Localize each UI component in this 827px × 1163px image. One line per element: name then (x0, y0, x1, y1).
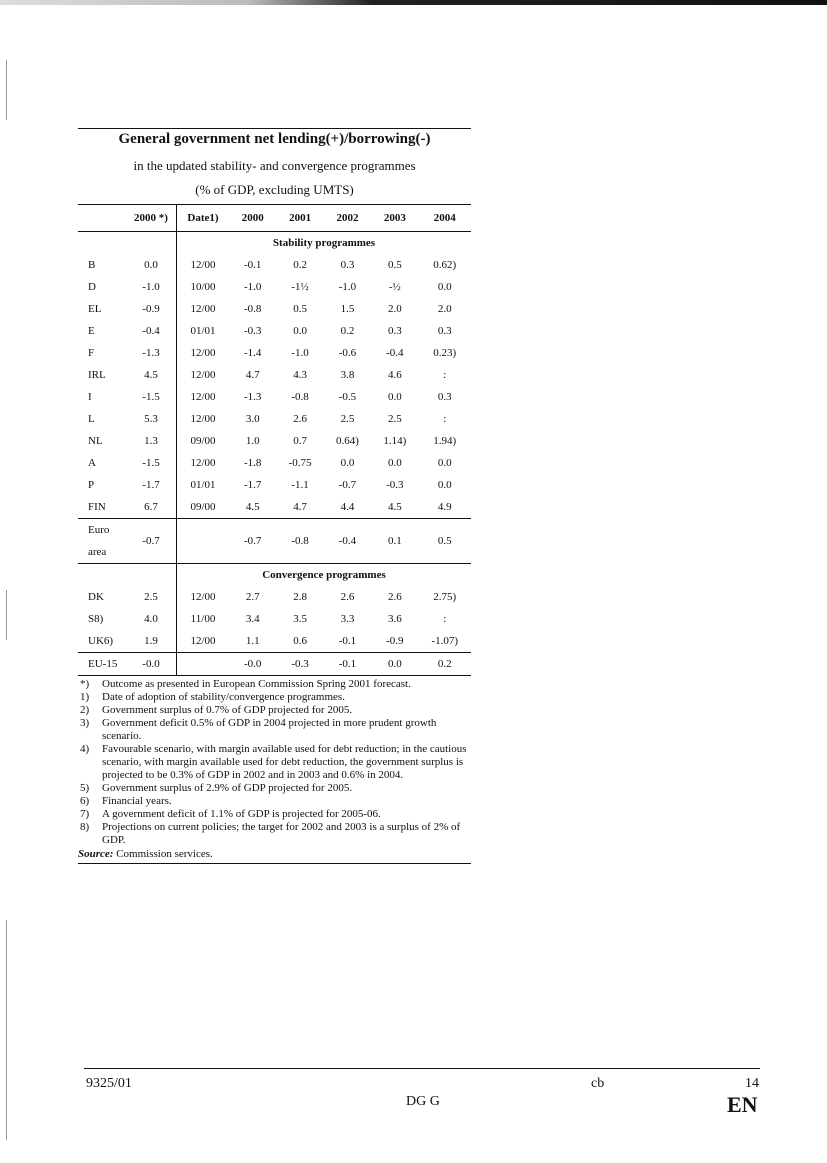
footnote-text: Government deficit 0.5% of GDP in 2004 projected in more prudent growth scenario. (102, 717, 437, 742)
table-cell: -1.4 (243, 347, 262, 359)
table-row (78, 630, 471, 653)
table-row (78, 364, 471, 386)
table-cell: -1.07) (431, 635, 459, 647)
table-cell: 12/00 (177, 364, 230, 386)
table-row (78, 342, 471, 364)
table-cell: 0.2 (419, 653, 472, 676)
header-cell: 2002 (324, 205, 371, 232)
table-cell: 4.3 (293, 369, 307, 381)
department: DG G (406, 1094, 440, 1109)
footnote-key: 5) (80, 782, 90, 794)
table-unit: (% of GDP, excluding UMTS) (195, 182, 354, 197)
table-cell: 0.3 (437, 325, 452, 337)
table-cell: -1½ (291, 281, 309, 293)
table-cell: 2.75) (433, 591, 457, 603)
table-cell: -1.3 (243, 391, 262, 403)
table-cell: 2.6 (340, 591, 355, 603)
table-cell: 4.5 (245, 501, 260, 513)
aggregate-row (78, 653, 471, 676)
table-cell: 1.14) (383, 435, 407, 447)
header-cell: 2001 (276, 205, 323, 232)
table-cell: -0.9 (142, 303, 160, 315)
table-cell: 2.5 (387, 413, 402, 425)
table-cell: : (443, 369, 447, 381)
header-cell: 2000 (229, 205, 276, 232)
table-cell: 4.4 (340, 501, 355, 513)
footnote-text: Government surplus of 2.9% of GDP projected for 2005. (102, 782, 353, 794)
table-row (78, 276, 471, 298)
table-cell: -1.0 (142, 281, 160, 293)
footnote (78, 717, 471, 743)
lending-table (78, 204, 471, 676)
table-cell: -1.0 (338, 281, 357, 293)
country-code: L (88, 413, 95, 425)
section-label: Stability programmes (177, 232, 472, 255)
table-cell: 0.2 (293, 259, 307, 271)
table-cell: 0.3 (340, 259, 355, 271)
table-row (78, 452, 471, 474)
footnote-key: 3) (80, 717, 90, 729)
table-cell: 12/00 (177, 408, 230, 430)
top-border (0, 0, 827, 5)
country-code: DK (88, 591, 104, 603)
footnote-text: Projections on current policies; the target for 2002 and 2003 is a surplus of 2% of GDP. (102, 821, 461, 846)
table-cell: 0.64) (335, 435, 359, 447)
footnote-key: 6) (80, 795, 90, 807)
table-cell: 2.0 (387, 303, 402, 315)
document-number: 9325/01 (86, 1076, 132, 1091)
table-cell: 2.0 (437, 303, 452, 315)
table-cell: -0.8 (291, 391, 309, 403)
table-cell: -1.7 (142, 479, 160, 491)
table-cell: 2.7 (245, 591, 260, 603)
table-cell: 2.8 (293, 591, 307, 603)
table-cell (177, 653, 230, 676)
table-cell: -0.8 (243, 303, 262, 315)
table-cell: 0.0 (437, 281, 452, 293)
table-block (78, 128, 471, 864)
table-cell: 09/00 (177, 430, 230, 452)
table-cell: 5.3 (144, 413, 158, 425)
table-cell: 2.6 (387, 591, 402, 603)
footnote (78, 782, 471, 795)
table-cell: -0.6 (338, 347, 357, 359)
table-cell: 0.0 (144, 259, 158, 271)
table-cell: 01/01 (177, 474, 230, 496)
footnote (78, 795, 471, 808)
footnote-key: *) (80, 678, 90, 690)
table-cell: 0.5 (419, 519, 472, 564)
country-code: NL (88, 435, 103, 447)
footnote (78, 691, 471, 704)
table-cell: -0.7 (229, 519, 276, 564)
table-cell: 01/01 (177, 320, 230, 342)
table-row (78, 586, 471, 608)
footnote-text: A government deficit of 1.1% of GDP is projected for 2005-06. (102, 808, 381, 820)
footnote-key: 1) (80, 691, 90, 703)
table-cell: 2.6 (293, 413, 307, 425)
table-cell: -0.5 (338, 391, 357, 403)
footnote (78, 678, 471, 691)
table-cell: 3.4 (245, 613, 260, 625)
source-text: Commission services. (116, 848, 213, 860)
table-cell: -0.3 (386, 479, 404, 491)
footnote-text: Government surplus of 0.7% of GDP projected for 2005. (102, 704, 353, 716)
table-cell: -0.1 (338, 635, 357, 647)
footnote (78, 821, 471, 847)
table-cell: 0.62) (433, 259, 457, 271)
table-cell: -0.4 (324, 519, 371, 564)
blank-cell (78, 232, 177, 255)
table-cell: 09/00 (177, 496, 230, 519)
country-code: EU-15 (78, 653, 126, 676)
table-cell: 0.7 (293, 435, 307, 447)
table-cell: 2.5 (340, 413, 355, 425)
table-cell: 0.23) (433, 347, 457, 359)
country-code: FIN (88, 501, 106, 513)
table-cell: -1.5 (142, 457, 160, 469)
table-row (78, 474, 471, 496)
country-code: S8) (88, 613, 104, 625)
table-cell: -1.5 (142, 391, 160, 403)
scan-margin-mark (6, 920, 7, 1140)
table-row (78, 496, 471, 519)
table-cell: 4.7 (245, 369, 260, 381)
table-cell: 11/00 (177, 608, 230, 630)
table-cell: 0.1 (371, 519, 418, 564)
section-header-row (78, 232, 471, 255)
country-code: F (88, 347, 95, 359)
footnote-text: Outcome as presented in European Commission Spring 2001 forecast. (102, 678, 411, 690)
header-row (78, 205, 471, 232)
table-cell: 3.3 (340, 613, 355, 625)
table-cell: -0.7 (126, 519, 177, 564)
table-cell: -0.75 (288, 457, 312, 469)
table-cell: 4.9 (437, 501, 452, 513)
footnote-key: 7) (80, 808, 90, 820)
table-cell: 0.5 (387, 259, 402, 271)
footnote-text: Favourable scenario, with margin available used for debt reduction; in the cautious scenario, with margin available used for debt reduction, the government surplus is projected to be 0.3% of GDP in 2002 and in 2003 and 0.6% in 2004. (102, 743, 467, 781)
footnote-key: 2) (80, 704, 90, 716)
table-cell: -0.1 (243, 259, 262, 271)
table-cell: 1.1 (245, 635, 260, 647)
country-code: E (88, 325, 95, 337)
footnote-text: Date of adoption of stability/convergence programmes. (102, 691, 345, 703)
section-header-row (78, 564, 471, 587)
table-cell: 0.3 (387, 325, 402, 337)
table-cell: 3.6 (387, 613, 402, 625)
header-cell (78, 205, 126, 232)
table-cell: 1.3 (144, 435, 158, 447)
table-cell: 0.0 (340, 457, 355, 469)
table-cell: -0.4 (386, 347, 404, 359)
footer-rule (84, 1068, 760, 1069)
table-cell: -0.3 (276, 653, 323, 676)
scan-margin-mark (6, 60, 7, 120)
table-cell: -1.7 (243, 479, 262, 491)
table-cell: 6.7 (144, 501, 158, 513)
top-rule (78, 128, 471, 129)
footnote (78, 743, 471, 782)
blank-cell (78, 564, 177, 587)
author-initials: cb (591, 1076, 605, 1091)
table-cell: 12/00 (177, 452, 230, 474)
table-cell: 12/00 (177, 254, 230, 276)
country-code: I (88, 391, 92, 403)
table-cell: 12/00 (177, 342, 230, 364)
table-cell: 10/00 (177, 276, 230, 298)
table-row (78, 408, 471, 430)
source-label: Source: (78, 848, 114, 860)
table-cell: -0.8 (276, 519, 323, 564)
table-cell: 1.5 (340, 303, 355, 315)
table-cell: -1.3 (142, 347, 160, 359)
section-label: Convergence programmes (177, 564, 472, 587)
table-cell: 0.3 (437, 391, 452, 403)
country-code: A (88, 457, 96, 469)
table-cell (177, 519, 230, 564)
table-cell: 2.5 (144, 591, 158, 603)
table-subtitle: in the updated stability- and convergence programmes (133, 158, 416, 173)
table-row (78, 608, 471, 630)
header-cell: 2003 (371, 205, 418, 232)
table-cell: -0.7 (338, 479, 357, 491)
table-cell: : (443, 413, 447, 425)
table-row (78, 320, 471, 342)
table-cell: 1.94) (433, 435, 457, 447)
table-row (78, 386, 471, 408)
footnote-key: 4) (80, 743, 90, 755)
table-cell: 0.0 (293, 325, 307, 337)
table-cell: 4.7 (293, 501, 307, 513)
aggregate-row (78, 519, 471, 564)
header-cell: 2004 (419, 205, 472, 232)
country-code: IRL (88, 369, 106, 381)
table-cell: 0.2 (340, 325, 355, 337)
table-cell: 12/00 (177, 386, 230, 408)
table-cell: 1.0 (245, 435, 260, 447)
table-cell: 4.0 (144, 613, 158, 625)
table-cell: 3.0 (245, 413, 260, 425)
country-code: Euro area (78, 519, 126, 564)
footnote (78, 704, 471, 717)
footnote-text: Financial years. (102, 795, 172, 807)
table-cell: -0.3 (243, 325, 262, 337)
header-cell: Date1) (177, 205, 230, 232)
table-cell: 12/00 (177, 586, 230, 608)
table-cell: -1.8 (243, 457, 262, 469)
header-cell: 2000 *) (126, 205, 177, 232)
country-code: UK6) (88, 635, 114, 647)
table-cell: -0.0 (229, 653, 276, 676)
table-cell: 0.5 (293, 303, 307, 315)
footnote (78, 808, 471, 821)
language-code: EN (727, 1092, 758, 1117)
table-cell: 1.9 (144, 635, 158, 647)
table-cell: 0.0 (437, 479, 452, 491)
country-code: EL (88, 303, 102, 315)
table-cell: -0.9 (386, 635, 404, 647)
table-cell: 4.5 (387, 501, 402, 513)
table-cell: -0.1 (324, 653, 371, 676)
table-cell: 0.0 (371, 653, 418, 676)
table-title: General government net lending(+)/borrowing(-) (118, 131, 431, 147)
table-cell: : (443, 613, 447, 625)
table-cell: 12/00 (177, 630, 230, 653)
table-cell: 0.0 (387, 391, 402, 403)
table-cell: 4.5 (144, 369, 158, 381)
table-cell: -½ (388, 281, 401, 293)
table-cell: -0.4 (142, 325, 160, 337)
country-code: P (88, 479, 95, 491)
table-cell: -1.1 (291, 479, 309, 491)
table-cell: -0.0 (126, 653, 177, 676)
footnotes (78, 678, 471, 847)
footnote-key: 8) (80, 821, 90, 833)
table-cell: 0.0 (387, 457, 402, 469)
page-number: 14 (745, 1076, 759, 1091)
scan-margin-mark (6, 590, 7, 640)
table-cell: 3.8 (340, 369, 355, 381)
table-row (78, 298, 471, 320)
table-cell: 12/00 (177, 298, 230, 320)
table-row (78, 430, 471, 452)
table-cell: 0.0 (437, 457, 452, 469)
table-cell: 3.5 (293, 613, 307, 625)
table-cell: 4.6 (387, 369, 402, 381)
table-cell: -1.0 (243, 281, 262, 293)
source-line (78, 848, 471, 864)
table-row (78, 254, 471, 276)
table-cell: -1.0 (291, 347, 309, 359)
table-cell: 0.6 (293, 635, 307, 647)
country-code: D (88, 281, 96, 293)
country-code: B (88, 259, 96, 271)
